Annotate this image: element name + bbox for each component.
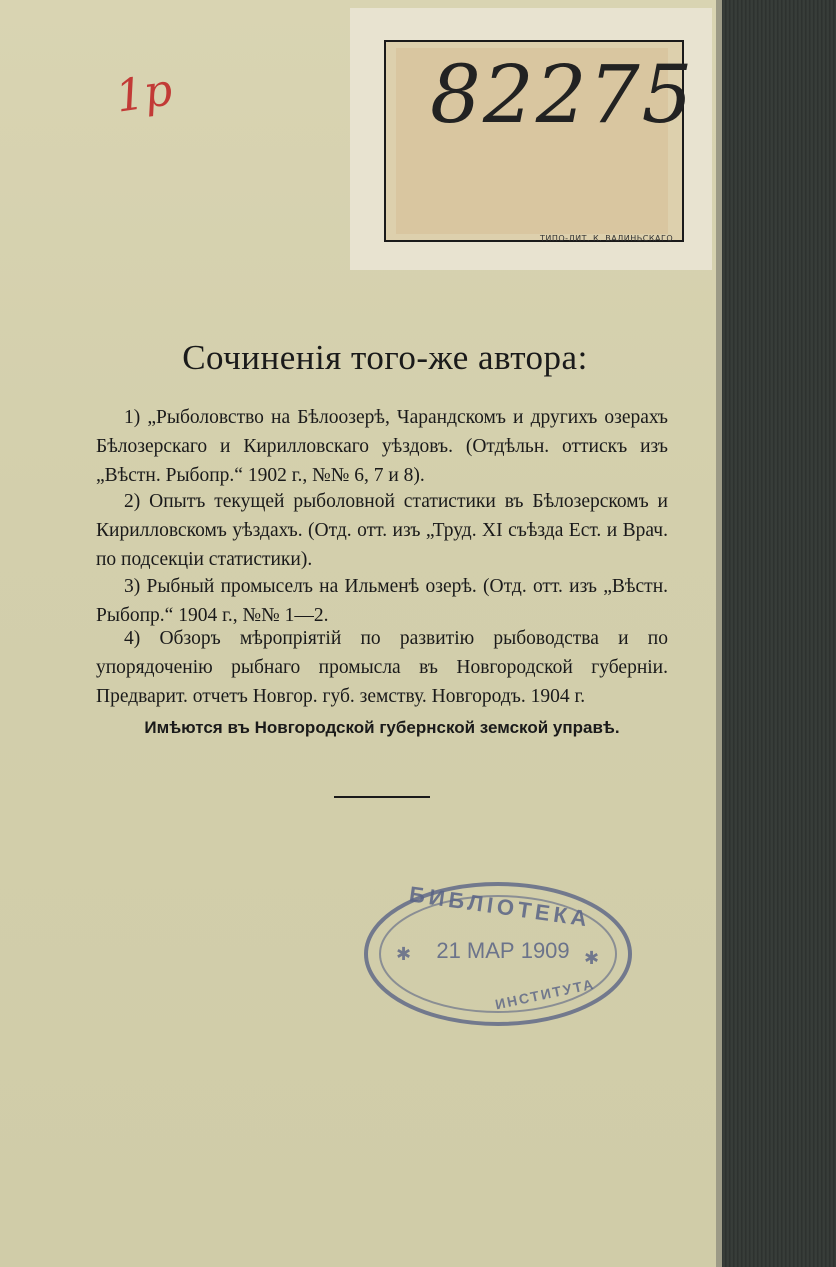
stamp-bottom-text: ИНСТИТУТА	[493, 975, 597, 1013]
work-entry-1: 1) „Рыболовство на Бѣлоозерѣ, Чарандскомъ и другихъ озерахъ Бѣлозерскаго и Кирилловскаго уѣздовъ. (Отдѣльн. оттискъ изъ „Вѣстн. Рыбопр.“ 1902 г., №№ 6, 7 и 8).	[96, 407, 668, 486]
svg-text:✱: ✱	[584, 948, 600, 969]
svg-text:✱: ✱	[396, 944, 412, 965]
work-entry-2: 2) Опытъ текущей рыболовной статистики въ Бѣлозерскомъ и Кирилловскомъ уѣздахъ. (Отд. отт. изъ „Труд. XI съѣзда Ест. и Врач. по подсекціи статистики).	[96, 491, 668, 570]
pencil-mark: 1р	[112, 64, 176, 123]
work-entry-4: 4) Обзоръ мѣропріятій по развитію рыбоводства и по упорядоченію рыбнаго промысла въ Новгородской губерніи. Предварит. отчетъ Новгор. губ. земству. Новгородъ. 1904 г.	[96, 628, 668, 707]
cloth-spine	[722, 0, 836, 1267]
availability-note: Имѣются въ Новгородской губернской земской управѣ.	[144, 718, 620, 737]
work-entry-3: 3) Рыбный промыселъ на Ильменѣ озерѣ. (Отд. отт. изъ „Вѣстн. Рыбопр.“ 1904 г., №№ 1—2.	[96, 576, 668, 626]
divider-rule	[334, 796, 430, 798]
stamp-top-text: БИБЛIОТЕКА	[407, 881, 593, 932]
page-heading: Сочиненія того-же автора:	[182, 338, 588, 377]
stamp-date: 21 МАР 1909	[436, 938, 570, 963]
shelf-number: 82275	[430, 48, 695, 141]
printer-imprint: ТИПО-ЛИТ. К. ВАЛИНЬСКАГО	[540, 234, 674, 243]
